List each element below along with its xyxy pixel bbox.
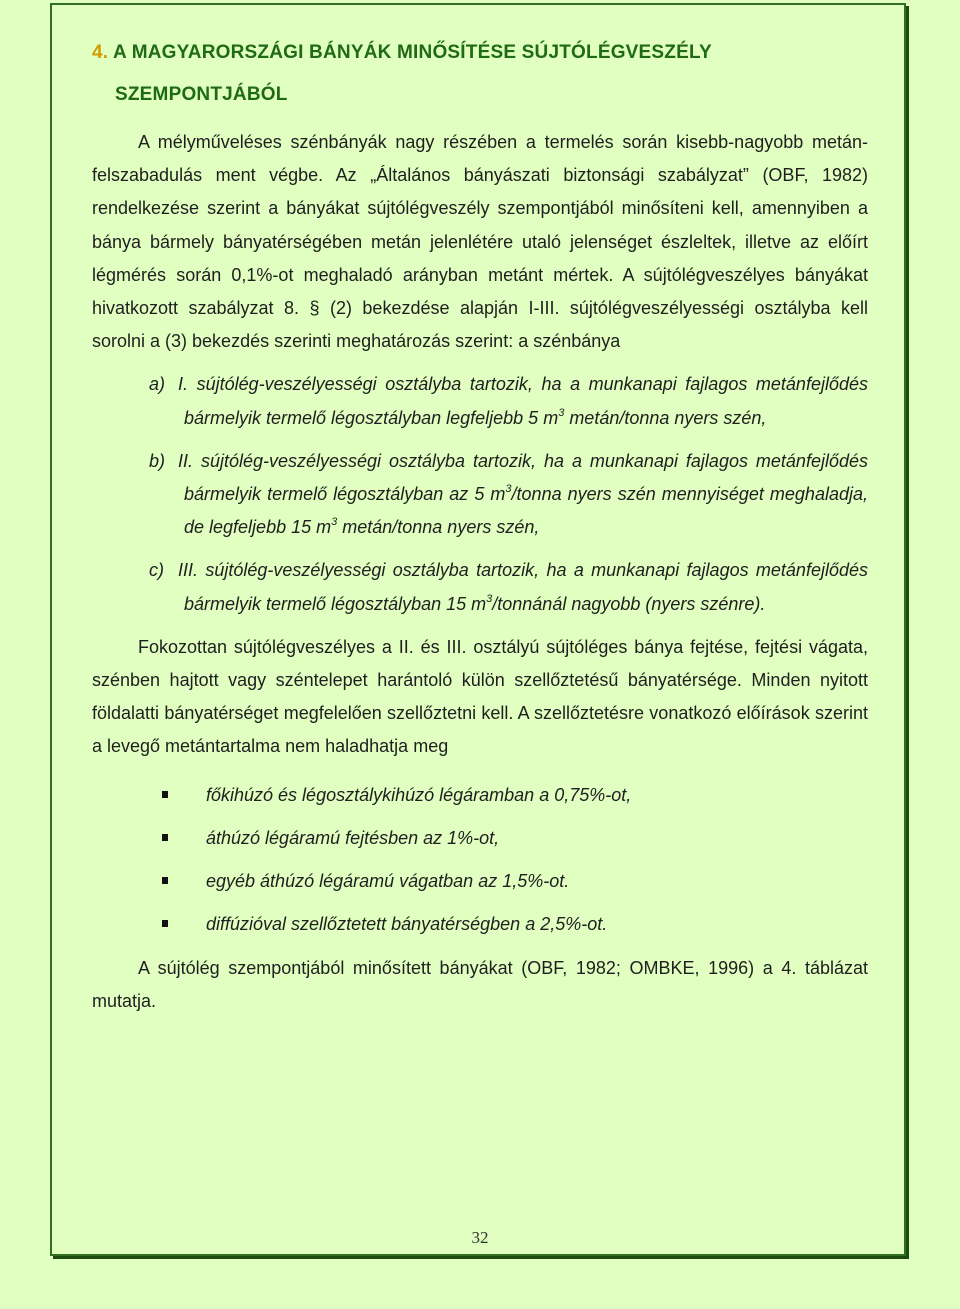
heading-text-1: A MAGYARORSZÁGI BÁNYÁK MINŐSÍTÉSE SÚJTÓLÉGVESZÉLY [113, 42, 712, 63]
class-text: sújtólég-veszélyességi osztályba tartozik, ha a munkanapi fajlagos metánfejlődés bármelyik termelő légosztályban 15 m [184, 560, 868, 614]
list-marker: c) [149, 560, 164, 581]
limit-text: egyéb áthúzó légáramú vágatban az 1,5%-ot. [206, 870, 570, 891]
heading-number: 4. [92, 42, 109, 63]
square-bullet-icon [162, 877, 168, 884]
heading-line-2: SZEMPONTJÁBÓL [115, 84, 288, 105]
paragraph-table-reference: A sújtólég szempontjából minősített bányákat (OBF, 1982; OMBKE, 1996) a 4. táblázat mutatja. [92, 957, 868, 1011]
section-heading [92, 40, 868, 108]
heading-line-1 [92, 40, 868, 66]
class-text: sújtólég-veszélyességi osztályba tartozik, ha a munkanapi fajlagos metánfejlődés bármelyik termelő légosztályban az 5 m [184, 450, 868, 505]
square-bullet-icon [162, 920, 168, 927]
classification-list [92, 368, 868, 620]
superscript: 3 [486, 592, 493, 605]
list-marker: b) [149, 450, 166, 471]
class-text-mid: /tonna nyers szén mennyiséget meghaladja, de legfeljebb 15 m [184, 484, 868, 538]
paragraph-intro: A mélyműveléses szénbányák nagy részében a termelés során kisebb-nagyobb metán-felszabadulás ment végbe. Az „Általános bányászati biztonsági szabályzat” (OBF, 1982) rendelkezése szerint a bányákat sújtólégveszély szempontjából minősíteni kell, amennyiben a bánya bármely bányatérségében metán jelenlétére utaló jelenséget észleltek, illetve az előírt légmérés során 0,1%-ot meghaladó arányban metánt mértek. A sújtólégveszélyes bányákat hivatkozott szabályzat 8. § (2) bekezdése alapján I-III. sújtólégveszélyességi osztályba kell sorolni a (3) bekezdés szerinti meghatározás szerint: a szénbánya [92, 132, 868, 352]
class-label: I. [178, 374, 189, 395]
class-text: sújtólég-veszélyességi osztályba tartozik, ha a munkanapi fajlagos metánfejlődés bármelyik termelő légosztályban legfeljebb 5 m [184, 374, 868, 428]
superscript: 3 [331, 516, 338, 529]
list-marker: a) [149, 374, 166, 395]
class-label: III. [178, 560, 199, 581]
superscript: 3 [558, 406, 565, 419]
class-text-end: /tonnánál nagyobb (nyers szénre). [492, 593, 766, 614]
page-content [92, 40, 868, 1018]
superscript: 3 [505, 483, 512, 496]
class-text-end: metán/tonna nyers szén, [337, 517, 540, 538]
limit-text: diffúzióval szellőztetett bányatérségben a 2,5%-ot. [206, 913, 608, 934]
limit-text: főkihúzó és légosztálykihúzó légáramban a 0,75%-ot, [206, 784, 632, 805]
square-bullet-icon [162, 834, 168, 841]
limit-item [92, 860, 868, 903]
class-text-end: metán/tonna nyers szén, [564, 407, 767, 428]
class-label: II. [178, 450, 194, 471]
limit-text: áthúzó légáramú fejtésben az 1%-ot, [206, 827, 500, 848]
class-item-b [92, 445, 868, 545]
limit-item [92, 774, 868, 817]
square-bullet-icon [162, 791, 168, 798]
limit-item [92, 903, 868, 946]
class-item-a [92, 368, 868, 434]
class-item-c [92, 554, 868, 620]
paragraph-ventilation: Fokozottan sújtólégveszélyes a II. és III. osztályú sújtóléges bánya fejtése, fejtési vágata, szénben hajtott vagy széntelepet harántoló külön szellőztetésű bányatérsége. Minden nyitott földalatti bányatérséget megfelelően szellőztetni kell. A szellőztetésre vonatkozó előírások szerint a levegő metántartalma nem haladhatja meg [92, 636, 868, 757]
limit-item [92, 817, 868, 860]
page-number: 32 [471, 1228, 489, 1247]
methane-limits-list [92, 774, 868, 946]
